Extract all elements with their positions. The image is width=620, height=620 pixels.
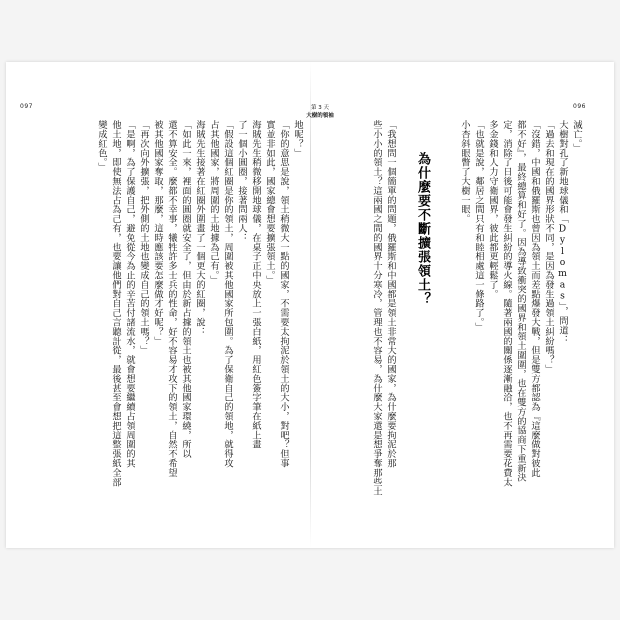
text-column: 滅亡。」 xyxy=(571,120,582,153)
text-column: 變成紅色。」 xyxy=(96,120,107,172)
left-page-number: 097 xyxy=(20,103,33,110)
text-column: 海賊先生接著在紅圈外圍畫了一個更大的紅圈，說： xyxy=(194,120,205,337)
text-column: 些小小的領土？這兩國之間的國界十分寒冷，管理也不容易，為什麼大家還是想爭奪那些土 xyxy=(371,120,382,496)
running-head xyxy=(290,104,350,120)
text-column: 都不好』，最終總算和好了。因為導致衝突的國界和領土圍圍，也在雙方的協商下重新決 xyxy=(515,120,526,482)
right-page-number: 096 xyxy=(573,103,586,110)
text-column: 「你的意思是說，領土稍微大一點的國家，不需要太拘泥於領土的大小，對吧？但事 xyxy=(278,120,289,468)
section-heading: 為什麼要不斷擴張領土？ xyxy=(415,152,430,306)
text-column: 「如此一來，裡面的圓圈就安全了，但由於新占據的領土也被其他國家環繞，所以 xyxy=(180,120,191,459)
text-column: 了一個小圓圈，接著問兩人： xyxy=(236,120,247,243)
text-column: 多金錢和人力守衛國界，彼此都更輕鬆了。 xyxy=(487,120,498,299)
right-page xyxy=(320,120,610,540)
text-column: 「沒錯，中國和俄羅斯也曾因為領土而差點爆發大戰，但是雙方都認為『這麼做對彼此 xyxy=(529,120,540,478)
running-head-chapter: 第 3 天 xyxy=(311,105,329,111)
text-column: 定，消除了日後可能會發生糾紛的導火線。隨著兩國的關係逐漸融洽，也不再需要花費太 xyxy=(501,120,512,487)
text-column: 地呢？」 xyxy=(292,120,303,158)
text-column: 「是啊，為了保護自己，避免從今為止的辛苦付諸流水，就會想要繼續占領周圍的其 xyxy=(124,120,135,468)
text-column: 他土地，即使無法占為己有，也要讓他們對自己言聽計從，最後甚至會想把這整張紙全部 xyxy=(110,120,121,487)
text-column: 「假設這個紅圈是你的領土，周圍被其他國家所包圍。為了保衛自己的領地，就得攻 xyxy=(222,120,233,468)
text-column: 還不算安全。麼都不幸事，犧牲許多士兵的性命，好不容易才攻下的領土，自然不希望 xyxy=(166,120,177,478)
text-column: 小杏斜眼瞥了大樹一眼。 xyxy=(459,120,470,224)
text-column: 被其他國家奪取，那麼，這時應該要怎麼做才好呢？」 xyxy=(152,120,163,346)
text-column: 「過去和現在的國界形狀不同，是因為發生過領土糾紛嗎？」 xyxy=(543,120,554,374)
text-column: 海賊先生稍微移開地球儀，在桌子正中央放上一張白紙，用紅色簽字筆在紙上畫 xyxy=(250,120,261,449)
text-column: 「也就是說，鄰居之間只有和睦相處這一條路了。」 xyxy=(473,120,484,332)
text-column: 「再次向外擴張，把外側的土地也變成自己的領土嗎？」 xyxy=(138,120,149,355)
text-column: 實並非如此，國家總會想要擴張領土。」 xyxy=(264,120,275,285)
text-column: 「我想問一個簡單的問題，俄羅斯和中國都是領土非常大的國家，為什麼要拘泥於那 xyxy=(385,120,396,468)
running-head-title: 大樹的領袖 xyxy=(306,113,334,119)
book-gutter xyxy=(310,62,311,548)
text-column: 大樹對孔了新地球儀和「Dylomas」，問道： xyxy=(557,120,568,345)
left-page xyxy=(20,120,305,540)
text-column: 占其他國家，將周圍的土地據為己有。」 xyxy=(208,120,219,285)
